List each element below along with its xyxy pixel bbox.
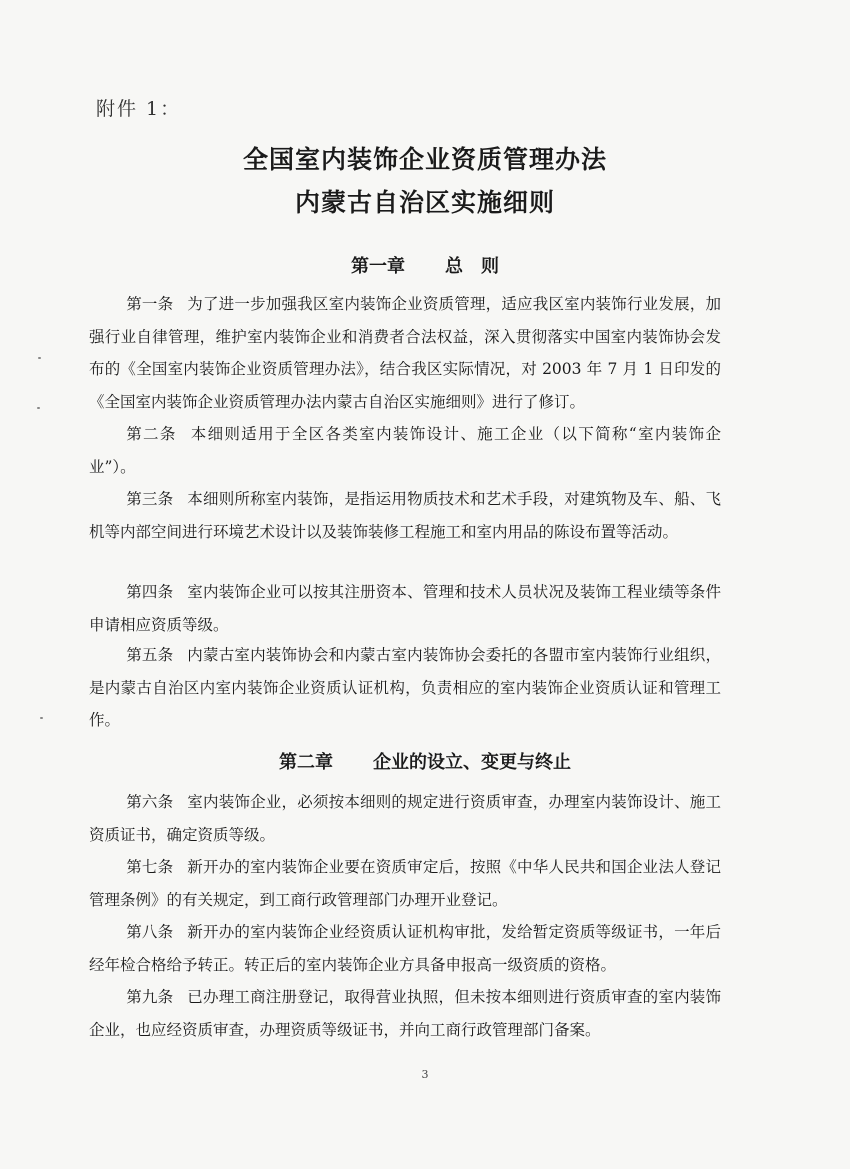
article-8 <box>89 916 721 981</box>
chapter-name: 总 则 <box>445 256 499 277</box>
document-title-line2: 内蒙古自治区实施细则 <box>294 188 555 217</box>
scan-speck <box>37 407 40 409</box>
article-number: 第七条 <box>126 858 174 876</box>
article-3 <box>89 483 721 548</box>
article-text: 本细则适用于全区各类室内装饰设计、施工企业（以下简称“室内装饰企业”）。 <box>89 425 721 476</box>
article-5 <box>89 639 721 737</box>
article-number: 第五条 <box>126 646 174 664</box>
document-title-line1: 全国室内装饰企业资质管理办法 <box>242 145 607 174</box>
article-2 <box>89 418 721 483</box>
scan-speck <box>38 357 41 359</box>
article-number: 第六条 <box>126 793 174 811</box>
article-7 <box>89 851 721 916</box>
article-6 <box>89 786 721 851</box>
article-text: 本细则所称室内装饰，是指运用物质技术和艺术手段，对建筑物及车、船、飞机等内部空间进行环境艺术设计以及装饰装修工程施工和室内用品的陈设布置等活动。 <box>89 490 721 541</box>
article-text: 室内装饰企业可以按其注册资本、管理和技术人员状况及装饰工程业绩等条件申请相应资质等级。 <box>89 583 721 634</box>
page-number: 3 <box>421 1068 429 1081</box>
article-text: 室内装饰企业，必须按本细则的规定进行资质审查，办理室内装饰设计、施工资质证书，确定资质等级。 <box>89 793 721 844</box>
article-number: 第二条 <box>126 425 177 443</box>
article-number: 第八条 <box>126 923 174 941</box>
article-text: 已办理工商注册登记，取得营业执照，但未按本细则进行资质审查的室内装饰企业，也应经资质审查，办理资质等级证书，并向工商行政管理部门备案。 <box>89 988 721 1039</box>
article-number: 第三条 <box>126 490 174 508</box>
article-1 <box>89 288 721 418</box>
article-text: 新开办的室内装饰企业经资质认证机构审批，发给暂定资质等级证书，一年后经年检合格给予转正。转正后的室内装饰企业方具备申报高一级资质的资格。 <box>89 923 721 974</box>
attachment-label: 附件 1： <box>96 98 182 120</box>
scan-speck <box>40 717 43 719</box>
chapter-number: 第二章 <box>279 752 333 773</box>
article-4 <box>89 576 721 641</box>
article-number: 第四条 <box>126 583 174 601</box>
article-text: 新开办的室内装饰企业要在资质审定后，按照《中华人民共和国企业法人登记管理条例》的有关规定，到工商行政管理部门办理开业登记。 <box>89 858 721 909</box>
article-number: 第一条 <box>126 295 174 313</box>
chapter-number: 第一章 <box>351 256 405 277</box>
chapter-heading-1 <box>0 252 850 278</box>
article-text: 内蒙古室内装饰协会和内蒙古室内装饰协会委托的各盟市室内装饰行业组织，是内蒙古自治区内室内装饰企业资质认证机构，负责相应的室内装饰企业资质认证和管理工作。 <box>89 646 721 729</box>
article-number: 第九条 <box>126 988 174 1006</box>
article-9 <box>89 981 721 1046</box>
chapter-heading-2 <box>0 748 850 774</box>
article-text: 为了进一步加强我区室内装饰企业资质管理，适应我区室内装饰行业发展，加强行业自律管理，维护室内装饰企业和消费者合法权益，深入贯彻落实中国室内装饰协会发布的《全国室内装饰企业资质管理办法》，结合我区实际情况，对 2003 年 7 月 1 日印发的《全国室内装饰企业资质管理办法内蒙古自治区实施细则》进行了修订。 <box>89 295 721 411</box>
chapter-name: 企业的设立、变更与终止 <box>373 752 571 773</box>
